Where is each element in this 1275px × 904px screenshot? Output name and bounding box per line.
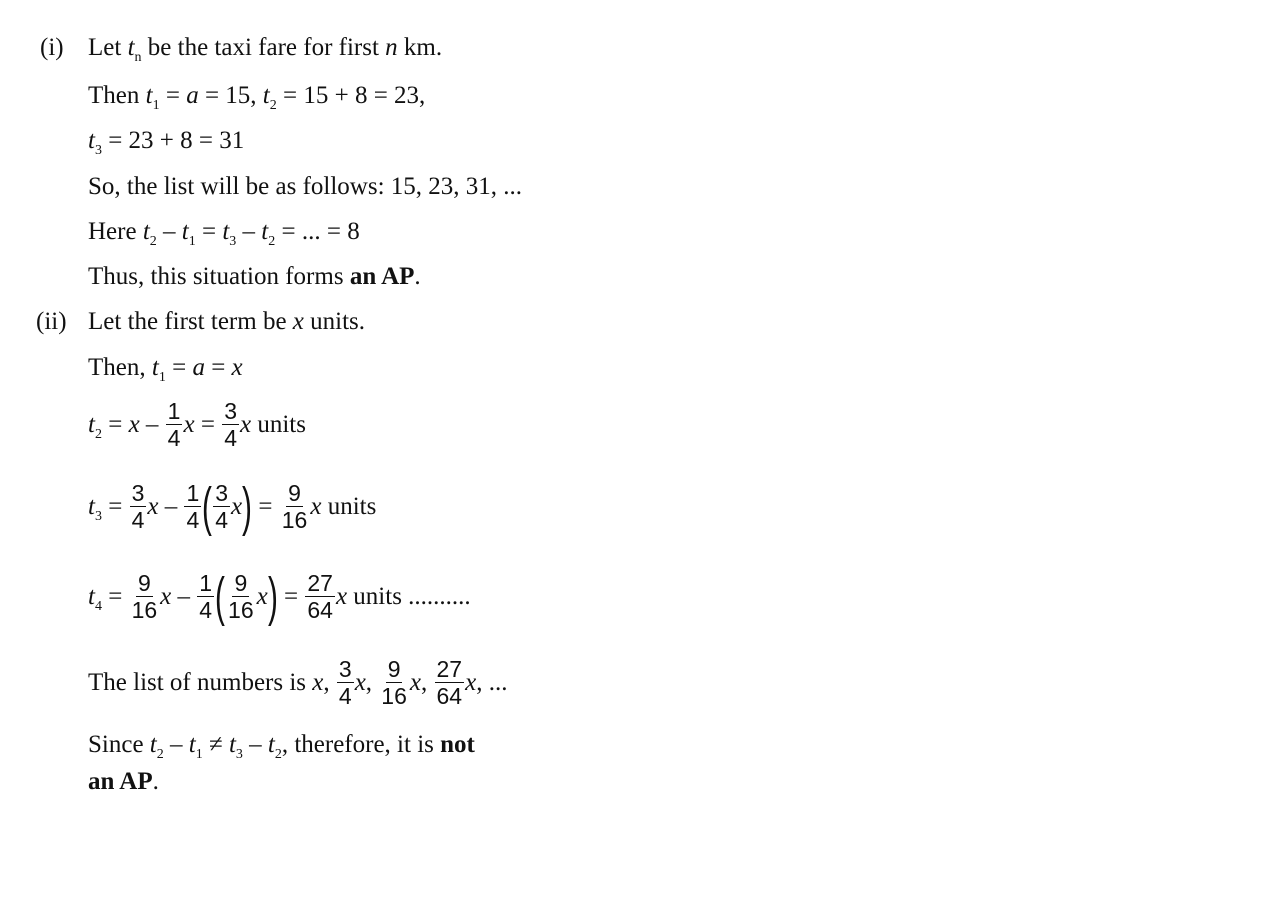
text-run: Then — [88, 82, 146, 109]
numerator: 1 — [167, 398, 181, 424]
text-run: units .......... — [347, 583, 471, 610]
numerator: 9 — [234, 570, 248, 596]
denominator: 4 — [215, 507, 229, 533]
math-variable: a — [192, 354, 205, 381]
fraction — [226, 572, 256, 622]
math-variable: $t_n$ — [127, 34, 142, 65]
subscript: 1 — [188, 234, 196, 249]
text-run: = — [277, 583, 305, 610]
text-run: – — [242, 731, 268, 758]
text-run: ≠ — [202, 731, 229, 758]
math-variable: x — [465, 669, 477, 696]
math-variable: x — [310, 493, 322, 520]
parenthesis: ( — [202, 477, 213, 537]
numerator: 9 — [387, 656, 401, 682]
fraction — [379, 658, 409, 708]
math-variable: x — [231, 493, 243, 520]
text-run: – — [236, 218, 262, 245]
bold-text: an AP — [349, 263, 415, 290]
text-run: be the taxi fare for first — [141, 34, 386, 61]
text-run: , — [365, 669, 379, 696]
text-run: . — [152, 768, 159, 795]
text-run: Thus, this situation forms — [88, 263, 350, 290]
subscript: 2 — [274, 747, 282, 762]
denominator: 4 — [199, 597, 213, 623]
numerator: 9 — [137, 570, 151, 596]
denominator: 64 — [307, 597, 333, 623]
text-run: Here — [88, 218, 143, 245]
math-variable: $t_3$ — [222, 218, 237, 249]
numerator: 3 — [131, 480, 145, 506]
math-variable: n — [385, 34, 398, 61]
math-variable: $t_1$ — [188, 731, 203, 762]
text-run: = — [165, 354, 193, 381]
subscript: n — [134, 50, 142, 65]
text-run: Let the first term be — [88, 308, 293, 335]
math-variable: x — [335, 583, 348, 610]
math-variable: x — [409, 669, 421, 696]
bold-text: not — [440, 731, 475, 758]
text-run: = — [252, 493, 279, 520]
math-variable: $t_2$ — [262, 82, 277, 113]
text-run: Let — [88, 34, 128, 61]
label-part-ii: (ii) — [36, 308, 67, 335]
text-run: , — [421, 669, 434, 696]
denominator: 64 — [436, 683, 463, 709]
math-variable: x — [183, 411, 195, 438]
fraction — [337, 658, 354, 708]
math-variable: x — [231, 354, 243, 381]
math-variable: $t_2$ — [149, 731, 164, 762]
fraction — [197, 572, 214, 622]
text-run: km. — [397, 34, 443, 61]
denominator: 16 — [228, 597, 254, 623]
denominator: 4 — [186, 507, 200, 533]
math-variable: $t_1$ — [145, 82, 160, 113]
numerator: 9 — [288, 480, 301, 506]
fraction — [166, 400, 183, 450]
text-run: , therefore, it is — [281, 731, 441, 758]
numerator: 27 — [307, 570, 333, 596]
text-run: – — [158, 493, 184, 520]
math-variable: $t_1$ — [151, 354, 166, 385]
fraction — [130, 482, 147, 532]
text-run: Since — [88, 731, 150, 758]
subscript: 1 — [152, 98, 160, 113]
parenthesis: ) — [267, 567, 278, 627]
fraction — [435, 658, 465, 708]
text-line — [88, 338, 243, 398]
subscript: 3 — [94, 143, 102, 158]
math-variable: x — [354, 669, 366, 696]
math-variable: x — [256, 583, 268, 610]
denominator: 4 — [224, 425, 237, 451]
numerator: 3 — [215, 480, 229, 506]
numerator: 1 — [186, 480, 200, 506]
math-variable: a — [186, 82, 199, 109]
fraction — [213, 482, 230, 532]
subscript: 2 — [156, 747, 164, 762]
text-run: The list of numbers is — [88, 669, 313, 696]
fraction — [222, 400, 239, 450]
parenthesis: ( — [215, 567, 226, 627]
fraction — [130, 572, 160, 622]
text-run: Then, — [88, 354, 152, 381]
text-run: – — [163, 731, 189, 758]
math-variable: $t_3$ — [228, 731, 243, 762]
text-run: = 23 + 8 = 31 — [101, 127, 245, 154]
subscript: 2 — [94, 427, 102, 442]
denominator: 16 — [381, 683, 407, 709]
math-variable: $t_2$ — [267, 731, 282, 762]
text-line — [88, 477, 376, 537]
text-run: , ... — [476, 669, 508, 696]
text-run: = — [101, 411, 129, 438]
text-run: = — [159, 82, 187, 109]
text-line — [88, 752, 159, 812]
denominator: 16 — [281, 507, 308, 533]
subscript: 3 — [94, 509, 102, 524]
numerator: 3 — [224, 398, 237, 424]
math-variable: $t_2$ — [261, 218, 276, 249]
text-line — [88, 395, 306, 455]
text-run: – — [139, 411, 165, 438]
text-run: units — [251, 411, 306, 438]
numerator: 3 — [338, 656, 352, 682]
subscript: 3 — [229, 234, 237, 249]
denominator: 4 — [131, 507, 145, 533]
denominator: 4 — [167, 425, 181, 451]
text-line — [88, 567, 471, 627]
math-variable: x — [292, 308, 304, 335]
text-run: = — [194, 411, 222, 438]
fraction — [184, 482, 201, 532]
numerator: 1 — [199, 570, 213, 596]
text-run: = — [195, 218, 223, 245]
subscript: 2 — [269, 98, 277, 113]
text-run: , — [323, 669, 336, 696]
numerator: 27 — [436, 656, 463, 682]
text-run: units. — [303, 308, 366, 335]
fraction — [305, 572, 335, 622]
fraction — [280, 482, 310, 532]
math-variable: $t_3$ — [88, 127, 102, 158]
math-variable: $t_4$ — [88, 583, 102, 614]
math-variable: x — [160, 583, 172, 610]
bold-text: an AP — [88, 768, 153, 795]
subscript: 1 — [195, 747, 203, 762]
denominator: 4 — [338, 683, 352, 709]
math-variable: $t_2$ — [142, 218, 157, 249]
text-run: = 15 + 8 = 23, — [276, 82, 426, 109]
math-variable: x — [147, 493, 159, 520]
text-run: – — [156, 218, 182, 245]
text-run: – — [171, 583, 197, 610]
math-variable: $t_1$ — [181, 218, 196, 249]
subscript: 2 — [268, 234, 276, 249]
denominator: 16 — [131, 597, 158, 623]
math-variable: x — [128, 411, 140, 438]
text-run: = ... = 8 — [275, 218, 360, 245]
parenthesis: ) — [242, 477, 253, 537]
text-line — [88, 653, 507, 713]
math-variable: $t_3$ — [88, 493, 102, 524]
text-run: . — [414, 263, 421, 290]
math-variable: x — [312, 669, 324, 696]
subscript: 2 — [149, 234, 157, 249]
math-variable: x — [239, 411, 252, 438]
subscript: 1 — [158, 370, 166, 385]
text-run: units — [321, 493, 377, 520]
text-run: = — [101, 583, 129, 610]
text-run: = — [204, 354, 232, 381]
subscript: 3 — [235, 747, 243, 762]
text-run: So, the list will be as follows: 15, 23, 31, ... — [88, 173, 523, 200]
subscript: 4 — [94, 599, 102, 614]
math-variable: $t_2$ — [88, 411, 102, 442]
text-run: = 15, — [198, 82, 263, 109]
text-run: = — [101, 493, 129, 520]
label-part-i: (i) — [40, 34, 64, 61]
